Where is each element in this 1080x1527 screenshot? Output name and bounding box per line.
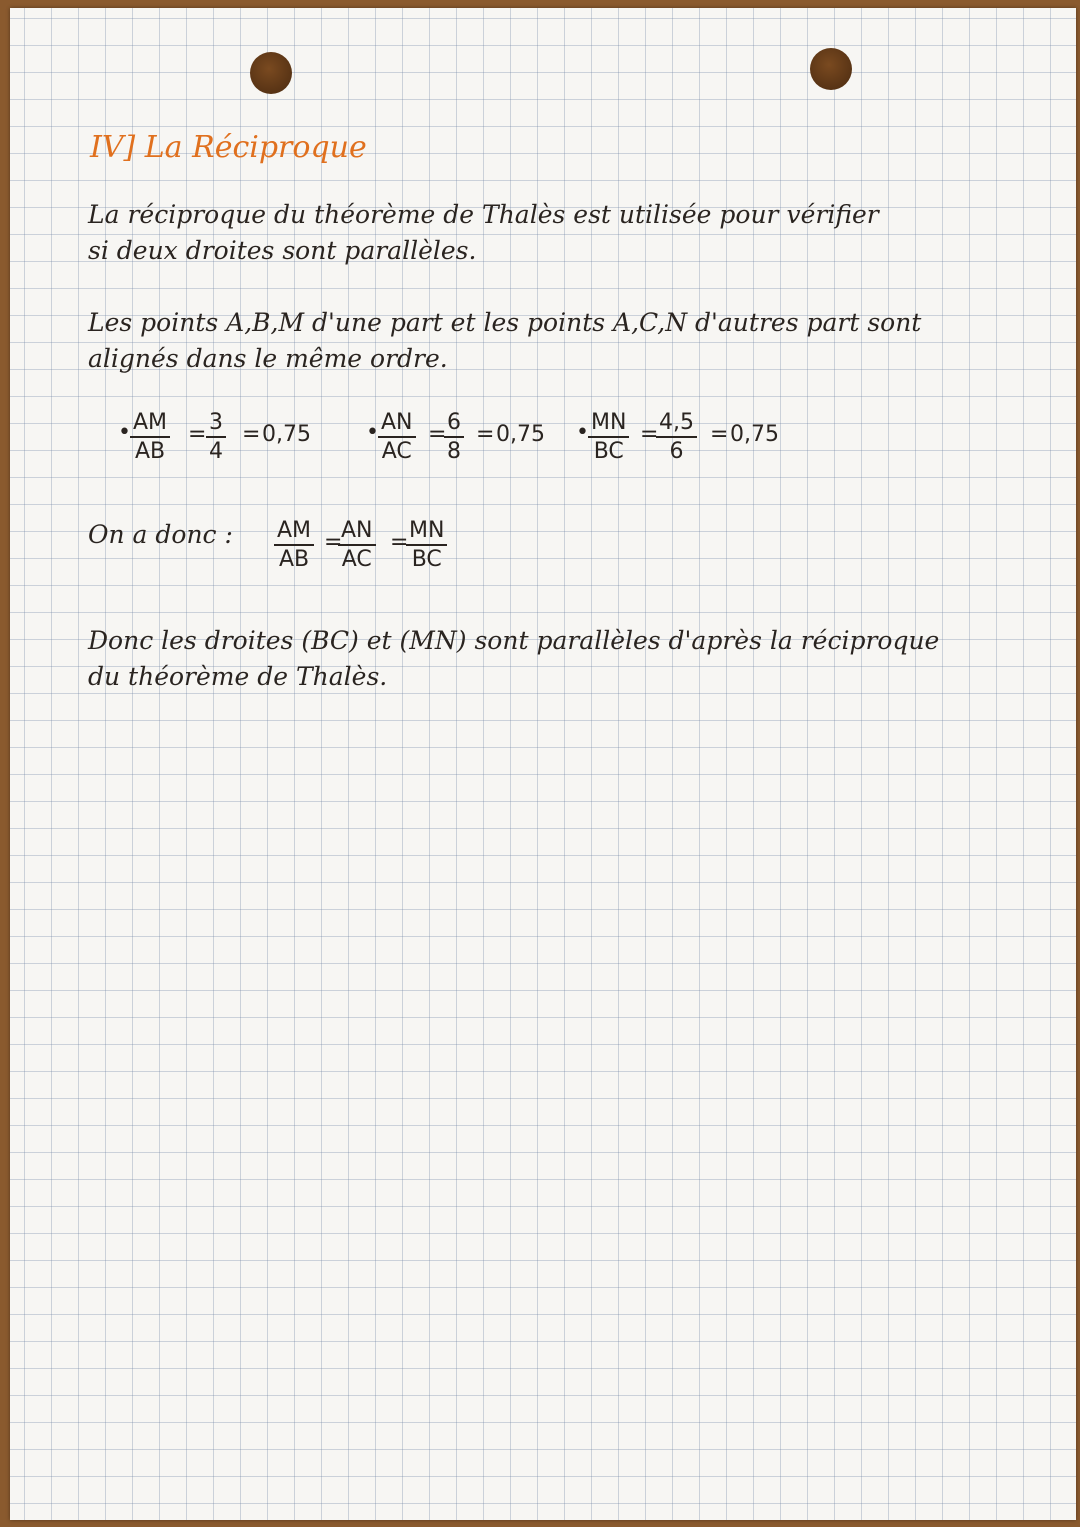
ratio-value-6-8 [444,410,464,466]
notebook-page [10,8,1076,1520]
paragraph-2-line-1: Les points A,B,M d'une part et les points A,C,N d'autres part sont [88,308,922,337]
ratio-mn-bc [588,410,629,466]
equals-sign: = [242,422,261,447]
fraction-denominator: 8 [447,439,461,464]
fraction-numerator: AN [378,410,416,438]
equality-mn-bc [406,518,447,574]
fraction-denominator: AB [134,439,166,464]
fraction-denominator: BC [411,547,442,572]
fraction-denominator: AC [381,439,412,464]
ratio-result: 0,75 [496,422,545,447]
fraction-numerator: MN [588,410,629,438]
bullet: • [576,420,589,445]
ratio-result: 0,75 [730,422,779,447]
paragraph-3-line-1: Donc les droites (BC) et (MN) sont parallèles d'après la réciproque [88,626,940,655]
equals-sign: = [476,422,495,447]
equals-sign: = [188,422,207,447]
fraction-denominator: 6 [669,439,684,464]
ratio-result: 0,75 [262,422,311,447]
fraction-numerator: AM [274,518,314,546]
equals-sign: = [324,530,343,555]
section-title: IV] La Réciproque [90,130,367,165]
equals-sign: = [640,422,659,447]
fraction-numerator: AN [338,518,376,546]
ratio-an-ac [378,410,416,466]
conclusion-intro: On a donc : [88,520,233,549]
paragraph-1-line-2: si deux droites sont parallèles. [88,236,477,265]
equals-sign: = [390,530,409,555]
bullet: • [118,420,131,445]
fraction-numerator: 6 [444,410,464,438]
fraction-denominator: BC [593,439,624,464]
fraction-numerator: 3 [206,410,226,438]
fraction-numerator: 4,5 [656,410,697,438]
ratio-am-ab [130,410,170,466]
paragraph-3-line-2: du théorème de Thalès. [88,662,388,691]
equality-am-ab [274,518,314,574]
fraction-numerator: AM [130,410,170,438]
ratio-value-4-5-6 [656,410,697,466]
fraction-denominator: AB [278,547,310,572]
equality-an-ac [338,518,376,574]
equals-sign: = [428,422,447,447]
equals-sign: = [710,422,729,447]
binder-hole-right [810,48,852,90]
fraction-denominator: AC [341,547,372,572]
fraction-numerator: MN [406,518,447,546]
ratio-value-3-4 [206,410,226,466]
paragraph-2-line-2: alignés dans le même ordre. [88,344,448,373]
binder-hole-left [250,52,292,94]
fraction-denominator: 4 [209,439,223,464]
paragraph-1-line-1: La réciproque du théorème de Thalès est utilisée pour vérifier [88,200,879,229]
bullet: • [366,420,379,445]
